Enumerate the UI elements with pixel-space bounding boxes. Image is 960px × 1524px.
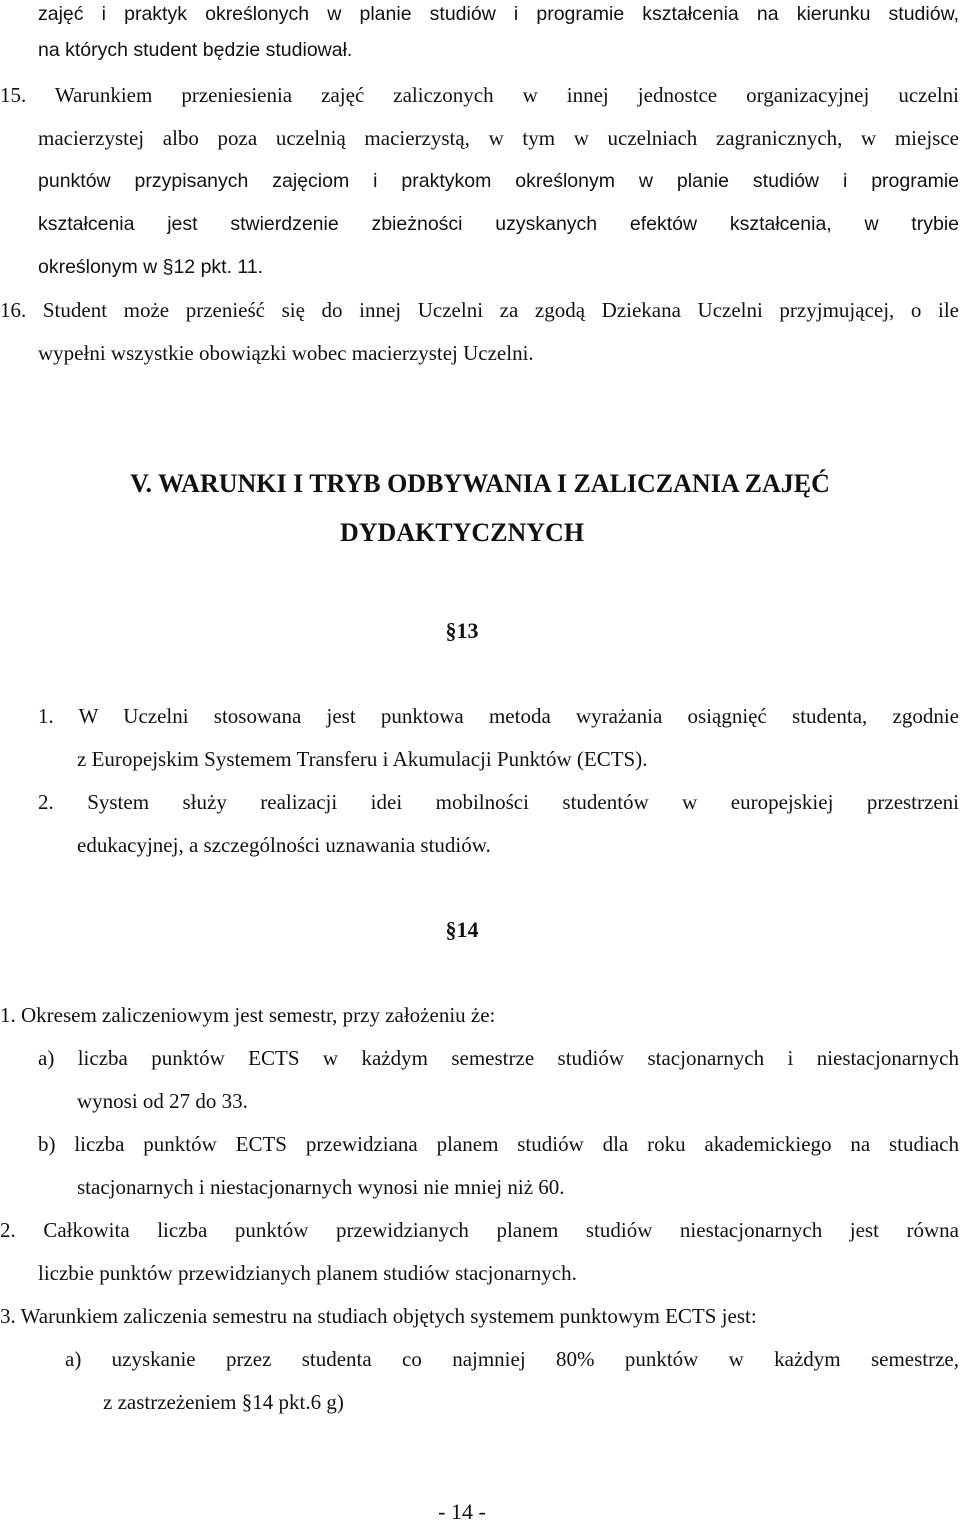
section-14-line: 2. Całkowita liczba punktów przewidzianych planem studiów niestacjonarnych jest równa xyxy=(0,1218,959,1242)
section-14-line: a) liczba punktów ECTS w każdym semestrze studiów stacjonarnych i niestacjonarnych xyxy=(38,1046,959,1070)
item-15-line: macierzystej albo poza uczelnią macierzystą, w tym w uczelniach zagranicznych, w miejsce xyxy=(38,126,959,150)
section-14-line: b) liczba punktów ECTS przewidziana planem studiów dla roku akademickiego na studiach xyxy=(38,1132,959,1156)
section-13-line: 2. System służy realizacji idei mobilności studentów w europejskiej przestrzeni xyxy=(38,790,959,814)
item-15-line: punktów przypisanych zajęciom i praktykom określonym w planie studiów i programie xyxy=(38,170,959,192)
section-13-line: edukacyjnej, a szczególności uznawania studiów. xyxy=(77,833,491,857)
item-16-line: 16. Student może przenieść się do innej Uczelni za zgodą Dziekana Uczelni przyjmującej, o ile xyxy=(0,298,959,322)
section-14-line: z zastrzeżeniem §14 pkt.6 g) xyxy=(103,1390,344,1414)
chapter-heading: V. WARUNKI I TRYB ODBYWANIA I ZALICZANIA ZAJĘĆ xyxy=(130,469,830,498)
section-14-line: a) uzyskanie przez studenta co najmniej 80% punktów w każdym semestrze, xyxy=(65,1347,959,1371)
section-14-title: §14 xyxy=(445,917,479,942)
section-13-line: 1. W Uczelni stosowana jest punktowa metoda wyrażania osiągnięć studenta, zgodnie xyxy=(38,704,959,728)
section-14-line: 3. Warunkiem zaliczenia semestru na studiach objętych systemem punktowym ECTS jest: xyxy=(0,1304,757,1328)
section-14-line: stacjonarnych i niestacjonarnych wynosi nie mniej niż 60. xyxy=(77,1175,565,1199)
section-14-line: liczbie punktów przewidzianych planem studiów stacjonarnych. xyxy=(38,1261,577,1285)
item-15-line: kształcenia jest stwierdzenie zbieżności uzyskanych efektów kształcenia, w trybie xyxy=(38,213,959,235)
item-15-line: 15. Warunkiem przeniesienia zajęć zaliczonych w innej jednostce organizacyjnej uczelni xyxy=(0,83,959,107)
section-13-line: z Europejskim Systemem Transferu i Akumulacji Punktów (ECTS). xyxy=(77,747,648,771)
section-14-line: wynosi od 27 do 33. xyxy=(77,1089,248,1113)
chapter-heading: DYDAKTYCZNYCH xyxy=(339,518,585,547)
paragraph-line: zajęć i praktyk określonych w planie studiów i programie kształcenia na kierunku studiów, xyxy=(38,3,959,25)
paragraph-line: na których student będzie studiował. xyxy=(38,39,353,61)
section-14-line: 1. Okresem zaliczeniowym jest semestr, przy założeniu że: xyxy=(0,1003,496,1027)
section-13-title: §13 xyxy=(445,618,479,643)
item-15-line: określonym w §12 pkt. 11. xyxy=(38,256,264,278)
page-number: - 14 - xyxy=(438,1499,486,1524)
item-16-line: wypełni wszystkie obowiązki wobec macierzystej Uczelni. xyxy=(38,341,534,365)
